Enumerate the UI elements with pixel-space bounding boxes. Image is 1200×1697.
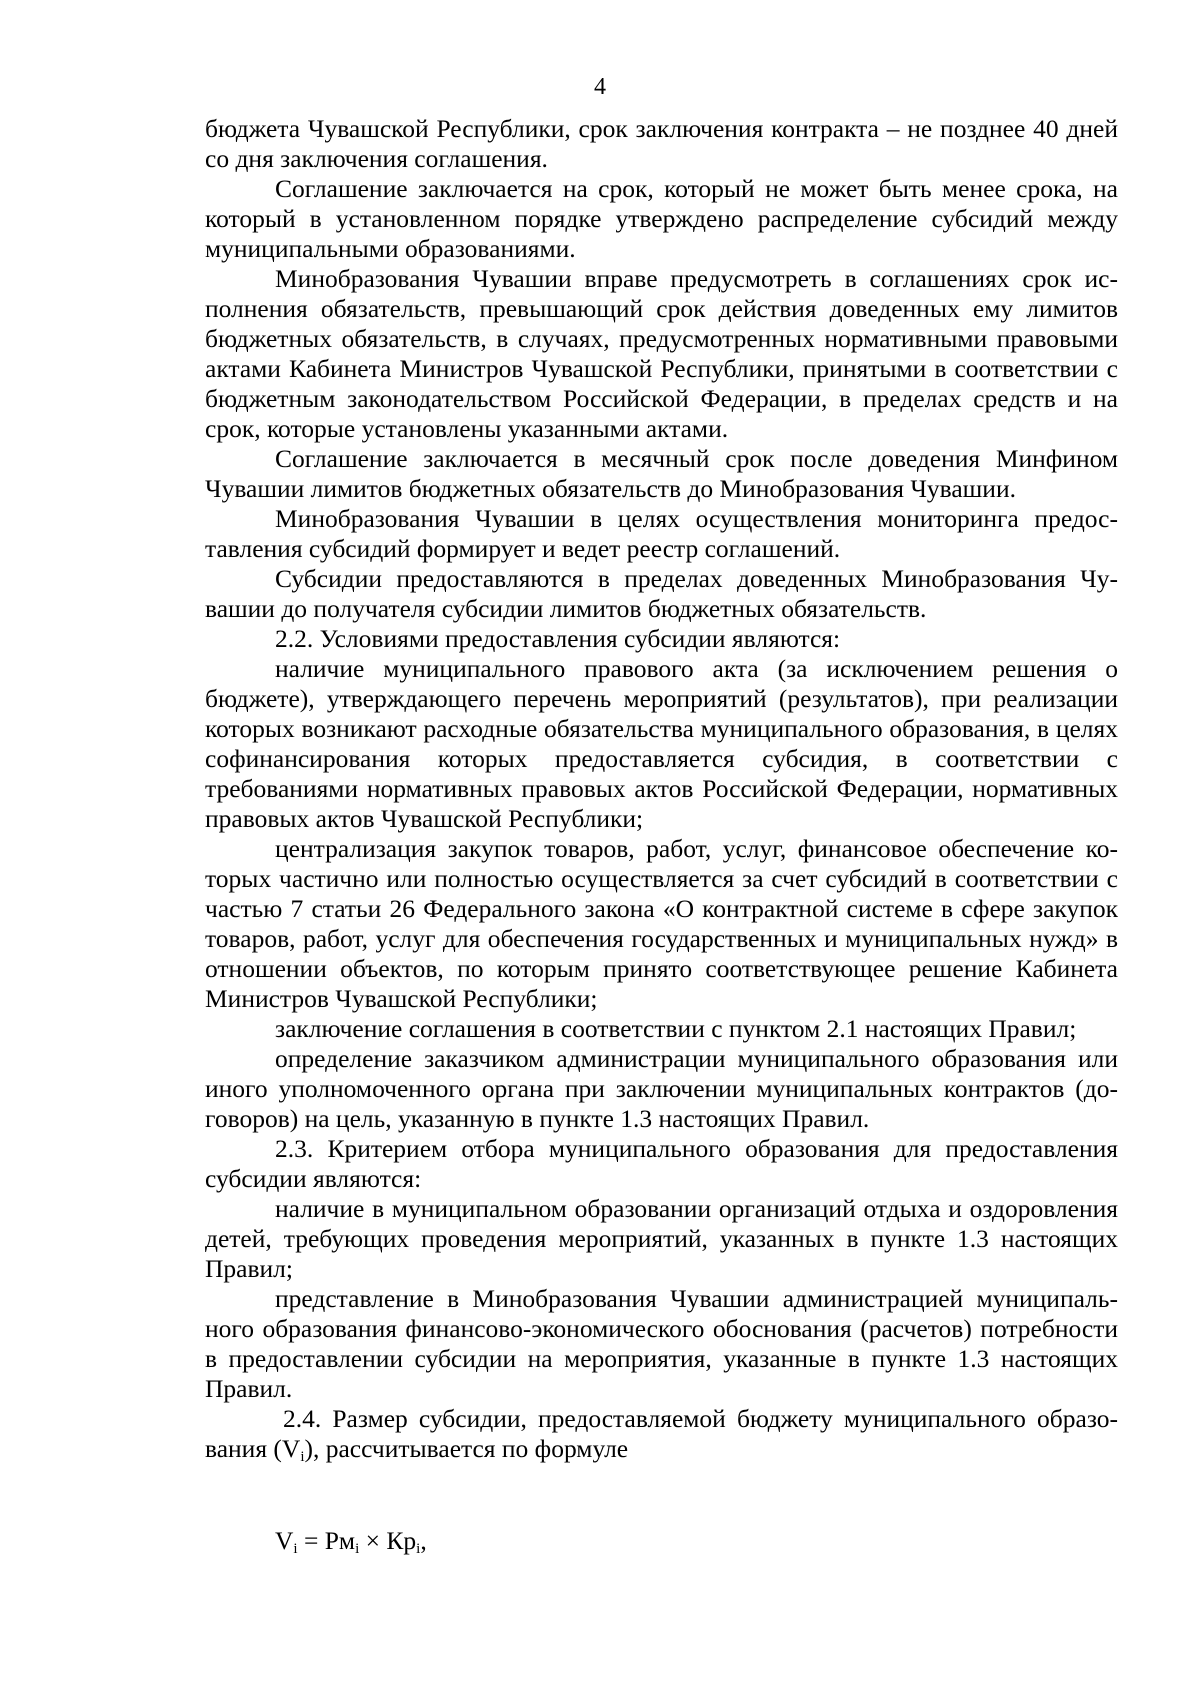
condition-agreement: заключение соглашения в соответствии с пунктом 2.1 настоящих Правил; <box>275 1014 1077 1043</box>
formula-kr-subscript: i <box>416 1541 421 1557</box>
paragraph-2-4 <box>205 1404 1118 1464</box>
paragraph-2-4-subscript: i <box>300 1449 305 1465</box>
heading-2-2: 2.2. Условиями предоставления субсидии являются: <box>275 624 841 653</box>
paragraph-agreement-term: Соглашение заключается на срок, который не может быть менее срока, на который в установленном порядке утверждено распределение субсидий между муниципальными образованиями. <box>205 174 1118 263</box>
paragraph-subsidy-limits: Субсидии предоставляются в пределах доведенных Минобразования Чувашии до получателя субсидии лимитов бюджетных обязательств. <box>205 564 1118 623</box>
page-number: 4 <box>594 74 606 100</box>
formula-rm-subscript: i <box>355 1541 360 1557</box>
condition-customer: определение заказчиком администрации муниципального образования или иного уполномоченного органа при заключении муниципальных контрактов (договоров) на цель, указанную в пункте 1.3 настоящих Правил. <box>205 1044 1118 1133</box>
criterion-justification: представление в Минобразования Чувашии администрацией муниципального образования финансово-экономического обоснования (расчетов) потребности в предоставлении субсидии на мероприятия, указанные в пункте 1.3 настоящих Правил. <box>205 1284 1118 1403</box>
criterion-organizations: наличие в муниципальном образовании организаций отдыха и оздоровления детей, требующих проведения мероприятий, указанных в пункте 1.3 настоящих Правил; <box>205 1194 1118 1283</box>
formula-v-subscript: i <box>293 1541 298 1557</box>
paragraph-obligations-term: Минобразования Чувашии вправе предусмотреть в соглашениях срок исполнения обязательств, превышающий срок действия доведенных ему лимитов бюджетных обязательств, в случаях, предусмотренных нормативными правовыми актами Кабинета Министров Чувашской Республики, принятыми в соответствии с бюджетным законодательством Российской Федерации, в пределах средств и на срок, которые установлены указанными актами. <box>205 264 1118 443</box>
paragraph-monitoring: Минобразования Чувашии в целях осуществления мониторинга предоставления субсидий формирует и ведет реестр соглашений. <box>205 504 1118 563</box>
formula-equals: = <box>297 1526 325 1555</box>
paragraph-2-4-text: 2.4. Размер субсидии, предоставляемой бюджету муниципального образования (V <box>205 1404 1118 1463</box>
formula-kr: Кр <box>386 1526 417 1555</box>
paragraph-agreement-month: Соглашение заключается в месячный срок после доведения Минфином Чувашии лимитов бюджетных обязательств до Минобразования Чувашии. <box>205 444 1118 503</box>
heading-2-3: 2.3. Критерием отбора муниципального образования для предоставления субсидии являются: <box>205 1134 1118 1193</box>
paragraph-2-4-tail: ), рассчитывается по формуле <box>304 1434 629 1463</box>
formula-v: V <box>275 1526 294 1555</box>
paragraph-continuation: бюджета Чувашской Республики, срок заключения контракта – не позднее 40 дней со дня заключения соглашения. <box>205 114 1118 173</box>
document-body <box>205 114 1118 1556</box>
formula-times: × <box>359 1526 387 1555</box>
formula-end: , <box>420 1526 427 1555</box>
formula-rm: Рм <box>324 1526 356 1555</box>
condition-legal-act: наличие муниципального правового акта (за исключением решения о бюджете), утверждающего перечень мероприятий (результатов), при реализации которых возникают расходные обязательства муниципального образования, в целях софинансирования которых предоставляется субсидия, в соответствии с требованиями нормативных правовых актов Российской Федерации, нормативных правовых актов Чувашской Республики; <box>205 654 1118 833</box>
subsidy-formula <box>275 1526 1118 1556</box>
condition-procurement: централизация закупок товаров, работ, услуг, финансовое обеспечение которых частично или полностью осуществляется за счет субсидий в соответствии с частью 7 статьи 26 Федерального закона «О контрактной системе в сфере закупок товаров, работ, услуг для обеспечения государственных и муниципальных нужд» в отношении объектов, по которым принято соответствующее решение Кабинета Министров Чувашской Республики; <box>205 834 1118 1013</box>
